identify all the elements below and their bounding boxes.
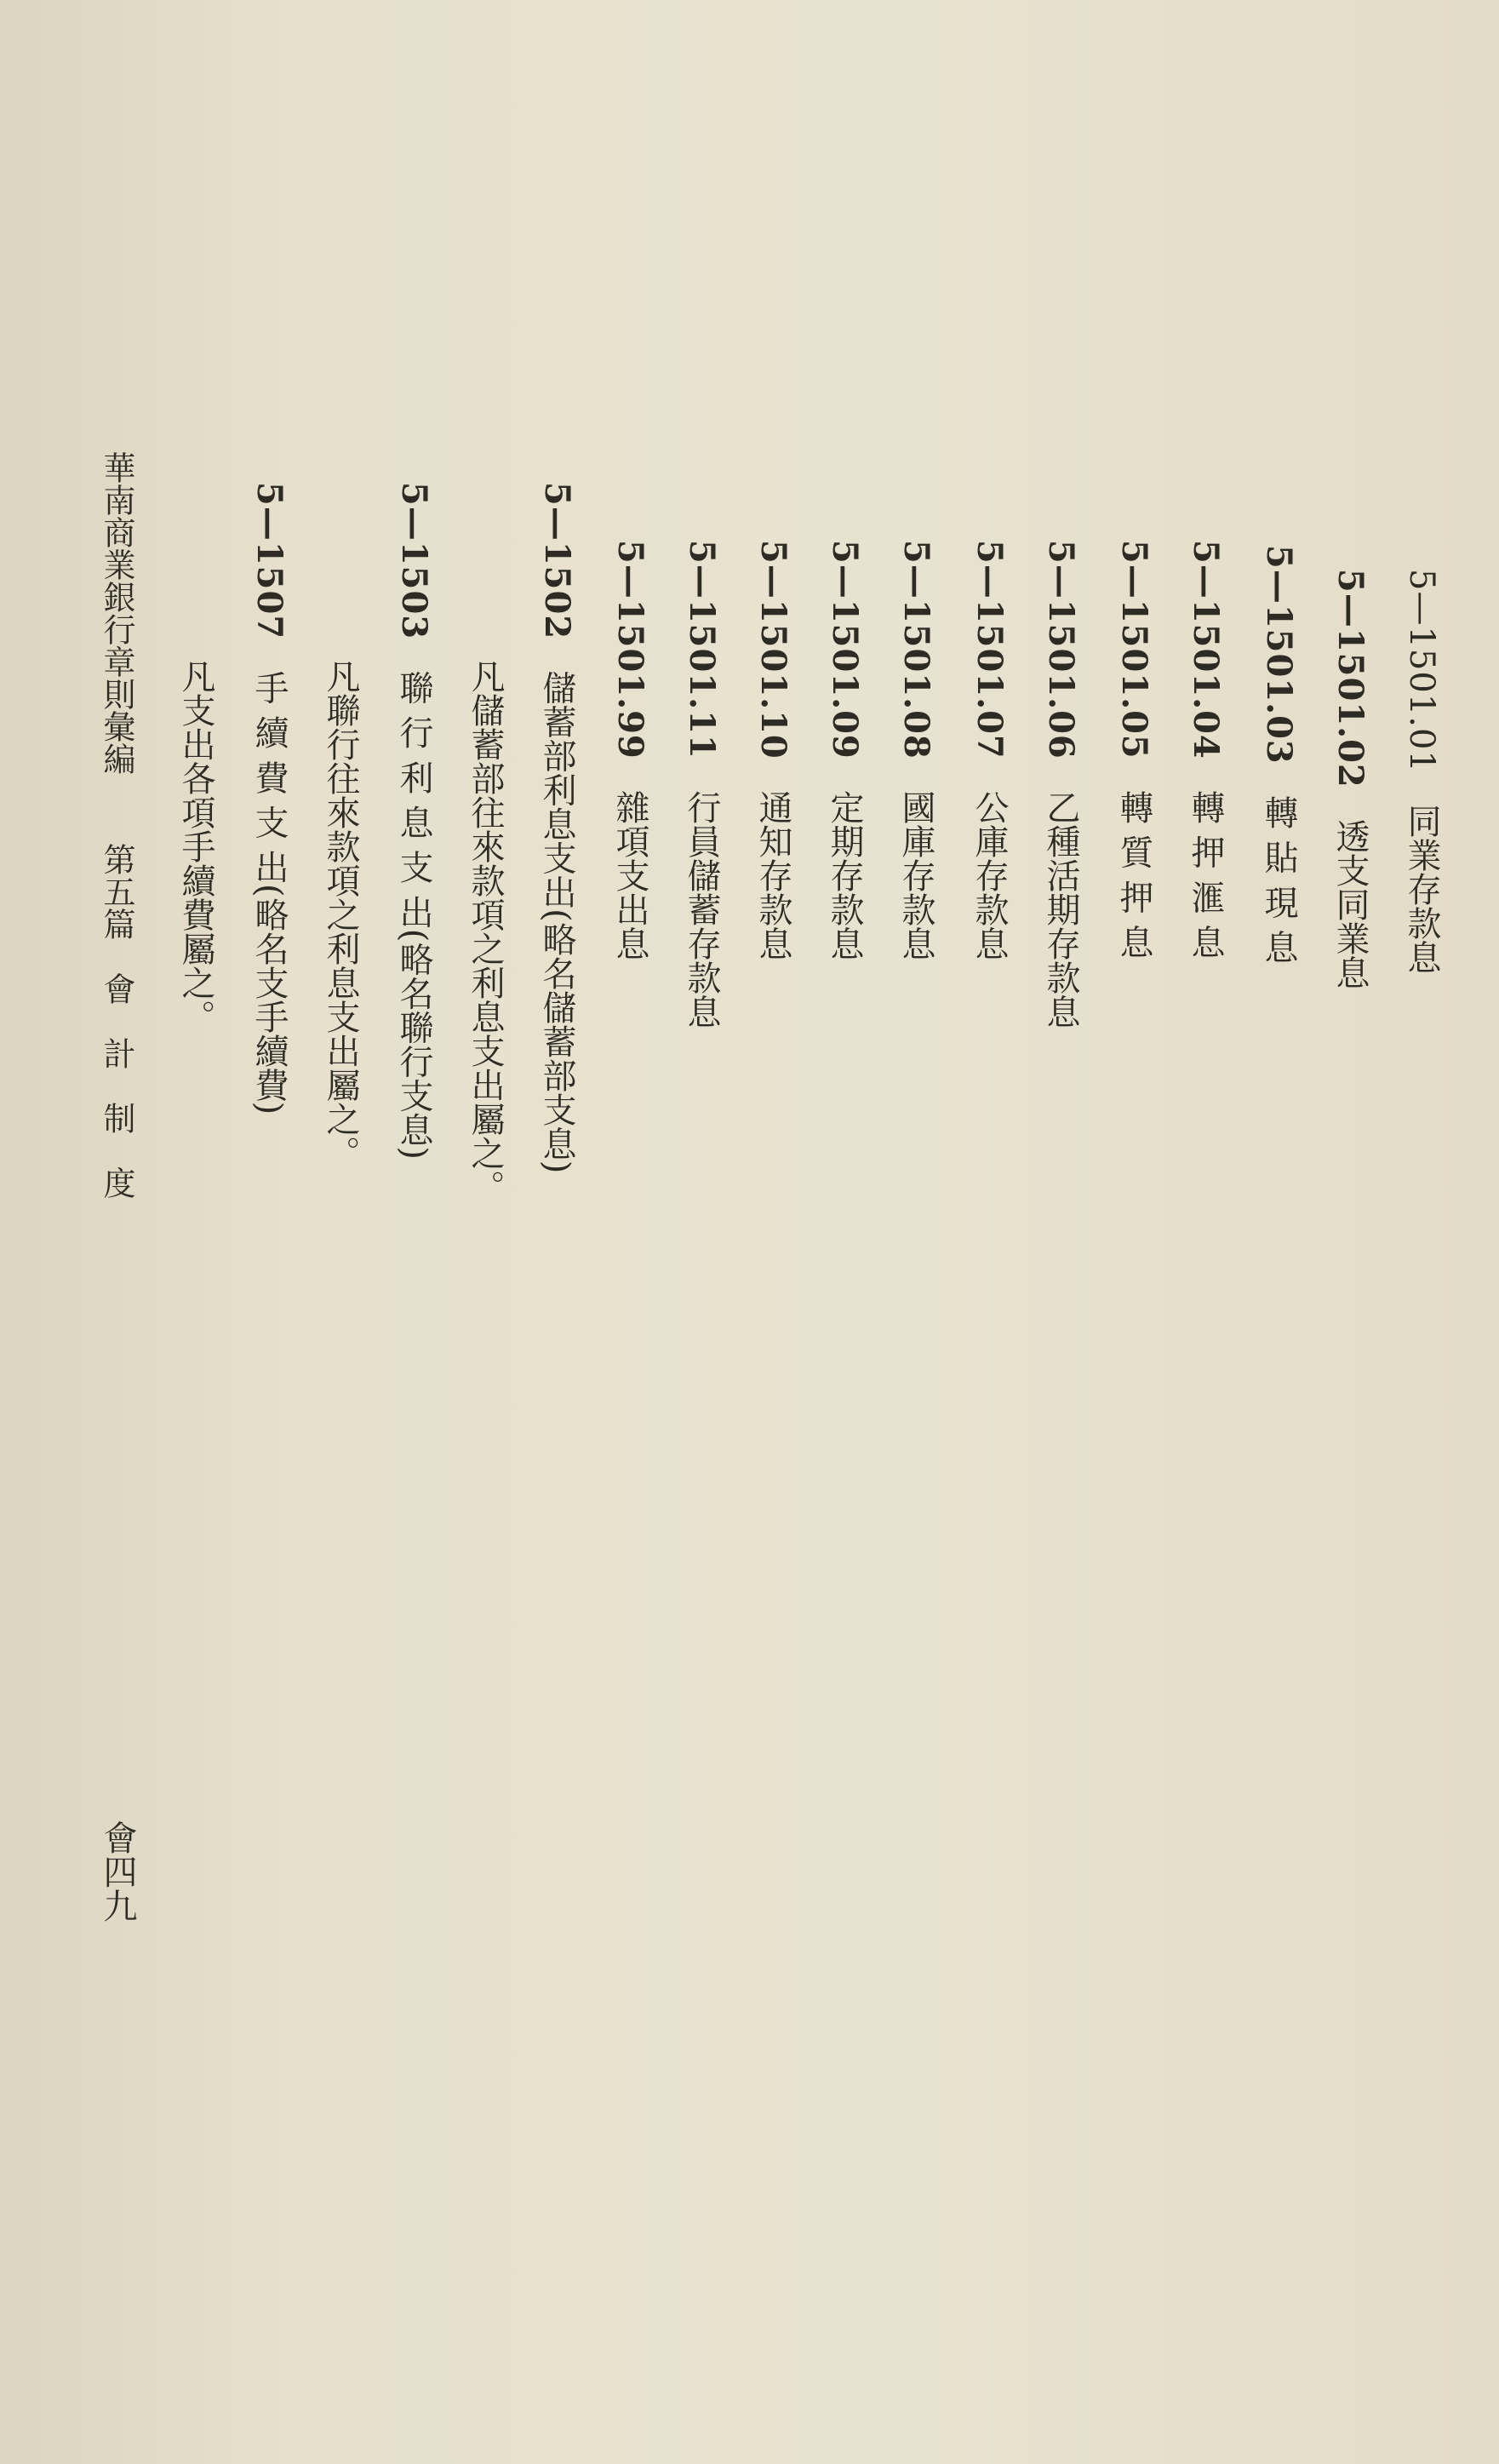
entry-label: 行員儲蓄存款息 <box>682 789 721 1029</box>
entry-code: 5—1501.02 <box>1330 569 1370 788</box>
section-code: 5—1502 <box>537 482 577 640</box>
section-1502-description <box>466 659 505 1204</box>
entry-label: 公庫存款息 <box>970 789 1009 960</box>
entry-1501-08 <box>896 540 936 960</box>
section-title: 第五篇 會 計 制 度 <box>98 843 135 1199</box>
section-label: 儲蓄部利息支出(略名儲蓄部支息) <box>537 670 576 1174</box>
section-desc: 凡聯行往來款項之利息支出屬之。 <box>321 659 360 1170</box>
entry-1501-06 <box>1041 540 1081 1029</box>
entry-label: 國庫存款息 <box>896 789 935 960</box>
entry-1501-04 <box>1186 540 1226 959</box>
section-code: 5—1507 <box>249 482 289 640</box>
entry-1501-07 <box>970 540 1010 960</box>
entry-code: 5—1501.11 <box>682 540 722 759</box>
entry-label: 雜項支出息 <box>610 789 649 960</box>
entry-code: 5—1501.07 <box>970 540 1010 759</box>
entry-label: 通知存款息 <box>753 789 792 960</box>
entry-code: 5—1501.06 <box>1041 540 1081 759</box>
entry-code: 5—1501.03 <box>1259 545 1299 765</box>
section-1503-heading <box>394 482 434 1160</box>
section-label: 聯 行 利 息 支 出(略名聯行支息) <box>394 670 433 1160</box>
entry-code: 5—1501.10 <box>753 540 793 759</box>
entry-1501-03 <box>1259 545 1299 964</box>
entry-1501-11 <box>682 540 722 1029</box>
entry-label: 轉 押 滙 息 <box>1186 789 1225 959</box>
entry-code: 5—1501.04 <box>1186 540 1226 759</box>
book-title: 華南商業銀行章則彙編 <box>98 451 135 775</box>
entry-code: 5—1501.08 <box>896 540 936 759</box>
entry-label: 同業存款息 <box>1402 803 1441 974</box>
entry-code: 5—1501.05 <box>1114 540 1154 759</box>
entry-code: 5—1501.99 <box>610 540 650 759</box>
entry-1501-09 <box>825 540 865 960</box>
entry-label: 透支同業息 <box>1330 818 1370 989</box>
section-1503-description <box>323 659 358 1170</box>
entry-1501-01 <box>1402 569 1441 974</box>
entry-code: 5—1501.09 <box>825 540 865 759</box>
entry-1501-05 <box>1114 540 1154 959</box>
entry-label: 定期存款息 <box>825 789 864 960</box>
section-code: 5—1503 <box>394 482 434 640</box>
section-label: 手 續 費 支 出(略名支手續費) <box>249 670 289 1115</box>
section-desc: 凡支出各項手續費屬之。 <box>176 659 215 1034</box>
entry-label: 轉 貼 現 息 <box>1259 794 1298 964</box>
page-number: 會四九 <box>98 1820 137 1922</box>
section-desc: 凡儲蓄部往來款項之利息支出屬之。 <box>466 659 505 1204</box>
section-1507-description <box>176 659 215 1034</box>
entry-label: 乙種活期存款息 <box>1041 789 1080 1029</box>
section-1502-heading <box>537 482 577 1174</box>
entry-code: 5—1501.01 <box>1402 569 1441 773</box>
entry-label: 轉 質 押 息 <box>1114 789 1153 959</box>
entry-1501-99 <box>610 540 650 960</box>
entry-1501-02 <box>1330 569 1370 989</box>
entry-1501-10 <box>753 540 793 960</box>
section-1507-heading <box>249 482 289 1115</box>
